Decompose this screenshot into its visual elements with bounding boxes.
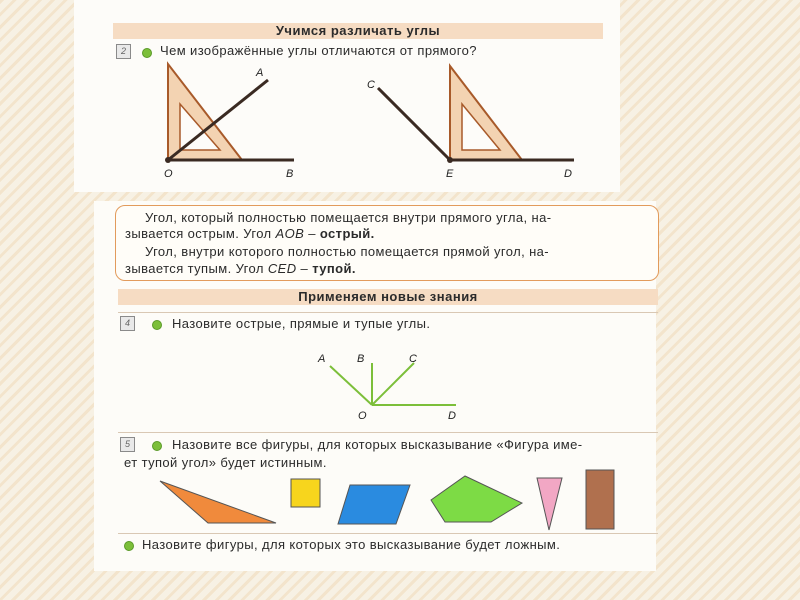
label-e: E [446, 168, 454, 180]
rays-figure [317, 353, 456, 422]
section1-header: Учимся различать углы [113, 23, 603, 39]
question-text: Чем изображённые углы отличаются от прямого? [160, 43, 477, 58]
rule-line-2: зывается острым. Угол AOB – острый. [125, 226, 375, 241]
label-o: O [164, 168, 173, 180]
label-d: D [564, 168, 572, 180]
label-o2: O [358, 410, 367, 422]
label-c2: C [409, 353, 417, 365]
blue-parallelogram [338, 485, 410, 524]
task5-number-badge: 5 [120, 437, 135, 452]
task4-number-badge: 4 [120, 316, 135, 331]
shapes-row [160, 470, 614, 530]
rule-line-3: Угол, внутри которого полностью помещается прямой угол, на- [145, 244, 550, 259]
task4-text: Назовите острые, прямые и тупые углы. [172, 316, 431, 331]
rule-line-1: Угол, который полностью помещается внутри прямого угла, на- [145, 210, 552, 225]
vertex-o [165, 157, 171, 163]
ray-oa-green [330, 366, 372, 405]
green-pentagon [431, 476, 522, 522]
label-a: A [256, 67, 264, 79]
section2-header: Применяем новые знания [118, 289, 658, 305]
task5-text-line2: ет тупой угол» будет истинным. [124, 455, 327, 470]
label-c: C [367, 79, 375, 91]
pink-triangle [537, 478, 562, 530]
acute-angle-figure [164, 64, 294, 180]
task5-text-line1: Назовите все фигуры, для которых высказывание «Фигура име- [172, 437, 583, 452]
vertex-e [447, 157, 453, 163]
label-b: B [286, 168, 294, 180]
label-b2: B [357, 353, 365, 365]
task5-bottom-text: Назовите фигуры, для которых это высказывание будет ложным. [142, 537, 561, 552]
orange-obtuse-triangle [160, 481, 276, 523]
rule-line-4: зывается тупым. Угол CED – тупой. [125, 261, 356, 276]
task-number-badge: 2 [116, 44, 131, 59]
brown-rectangle [586, 470, 614, 529]
obtuse-angle-figure [367, 66, 574, 180]
ray-oc-green [372, 363, 414, 405]
yellow-square [291, 479, 320, 507]
label-a2: A [318, 353, 326, 365]
label-d2: D [448, 410, 456, 422]
ray-ec [378, 88, 450, 160]
